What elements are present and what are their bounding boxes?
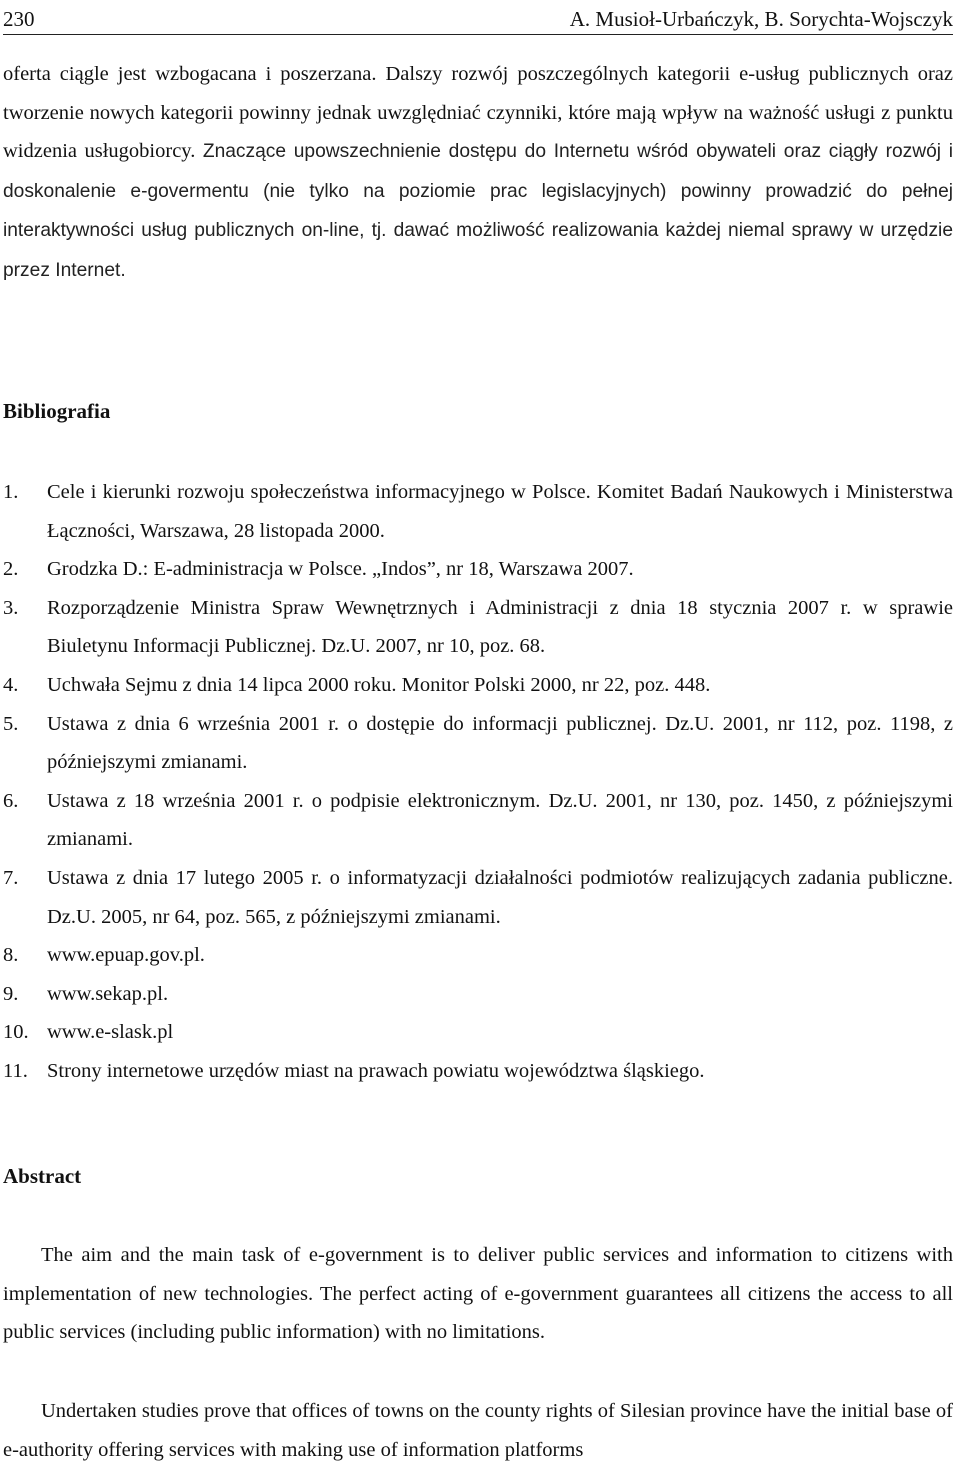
bibliography-item: 8. www.epuap.gov.pl. [3,944,205,967]
abstract-paragraph-2: Undertaken studies prove that offices of towns on the county rights of Silesian province have the initial base of e-authority offering services with making use of information platforms [3,1400,953,1461]
running-header-authors: A. Musioł-Urbańczyk, B. Sorychta-Wojsczyk [569,7,953,31]
page-number: 230 [3,7,35,31]
bibliography-list [3,473,953,1091]
bibliography-item: 4. Uchwała Sejmu z dnia 14 lipca 2000 roku. Monitor Polski 2000, nr 22, poz. 448. [3,673,711,696]
bibliography-item: 3. Rozporządzenie Ministra Spraw Wewnętrznych i Administracji z dnia 18 stycznia 2007 r. w sprawie Biuletynu Informacji Publicznej. Dz.U. 2007, nr 10, poz. 68. [3,596,953,658]
bibliography-item: 9. www.sekap.pl. [3,982,169,1005]
bibliography-item: 10. www.e-slask.pl [3,1021,174,1044]
abstract-paragraph-1: The aim and the main task of e-government is to deliver public services and information to citizens with implementation of new technologies. The perfect acting of e-government guarantees all citizens the access to all public services (including public information) with no limitations. [3,1244,953,1344]
intro-text-serif: oferta ciągle jest wzbogacana i poszerzana. Dalszy rozwój poszczególnych kategorii e-usług publicznych oraz tworzenie nowych kategorii powinny jednak uwzględniać czynniki, które mają wpływ na ważność usługi z punktu widzenia usługobiorcy. [3,63,953,163]
intro-text-sans: Znaczące upowszechnienie dostępu do Internetu wśród obywateli oraz ciągły rozwój i doskonalenie e-govermentu (nie tylko na poziomie prac legislacyjnych) powinny prowadzić do pełnej interaktywności usług publicznych on-line, tj. dawać możliwość realizowania każdej niemal sprawy w urzędzie przez Internet. [3,141,953,281]
bibliography-heading: Bibliografia [3,399,111,423]
bibliography-item: 7. Ustawa z dnia 17 lutego 2005 r. o informatyzacji działalności podmiotów realizujących zadania publiczne. Dz.U. 2005, nr 64, poz. 565, z późniejszymi zmianami. [3,866,953,928]
intro-paragraph [3,55,953,291]
bibliography-item: 2. Grodzka D.: E-administracja w Polsce. „Indos”, nr 18, Warszawa 2007. [3,558,634,581]
bibliography-item: 6. Ustawa z 18 września 2001 r. o podpisie elektronicznym. Dz.U. 2001, nr 130, poz. 1450, z późniejszymi zmianami. [3,789,953,851]
bibliography-item: 1. Cele i kierunki rozwoju społeczeństwa informacyjnego w Polsce. Komitet Badań Naukowych i Ministerstwa Łączności, Warszawa, 28 listopada 2000. [3,481,953,542]
bibliography-item: 11. Strony internetowe urzędów miast na prawach powiatu województwa śląskiego. [3,1059,705,1082]
running-header [3,4,953,35]
bibliography-item: 5. Ustawa z dnia 6 września 2001 r. o dostępie do informacji publicznej. Dz.U. 2001, nr 112, poz. 1198, z późniejszymi zmianami. [3,712,953,774]
abstract-heading: Abstract [3,1164,82,1188]
